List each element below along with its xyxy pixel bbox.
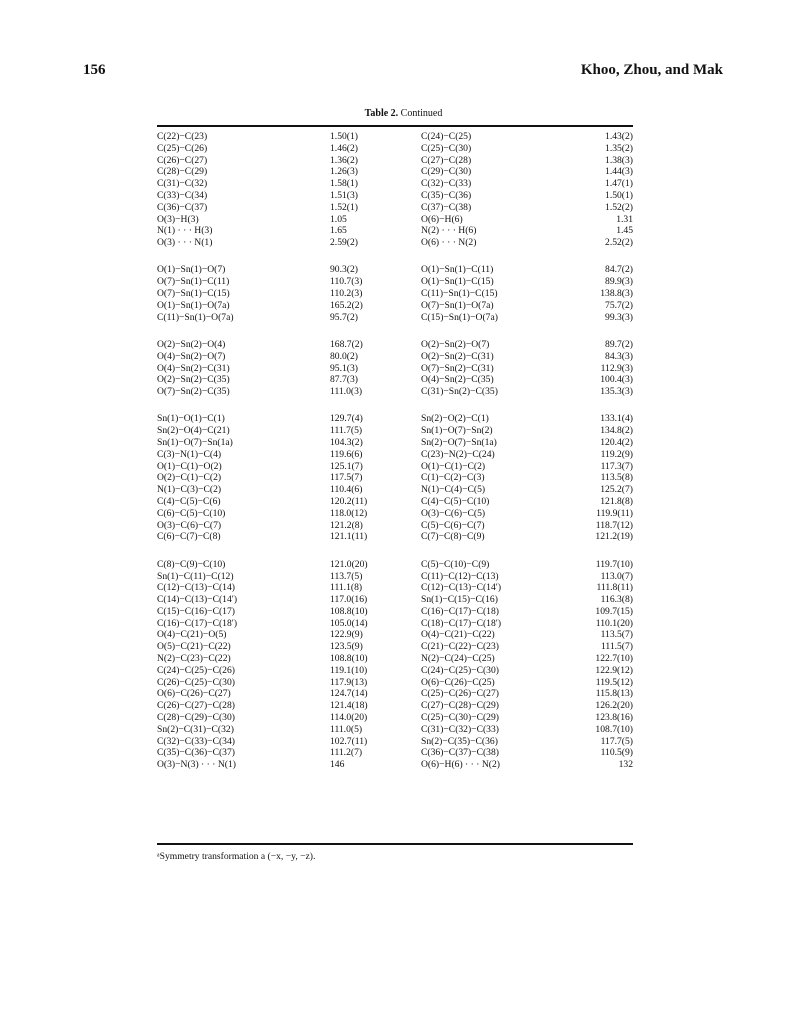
value-left: 121.0(20) bbox=[330, 558, 368, 570]
bond-right-label: C(27)−C(28)−C(29) bbox=[421, 700, 499, 712]
value-right: 125.2(7) bbox=[600, 484, 633, 496]
table-row bbox=[157, 641, 633, 653]
value-left: 121.4(18) bbox=[330, 700, 368, 712]
table-row bbox=[157, 425, 633, 437]
value-right: 119.7(10) bbox=[595, 558, 633, 570]
value-right: 122.7(10) bbox=[595, 653, 633, 665]
bond-right-label: C(29)−C(30) bbox=[421, 166, 472, 178]
value-left: 168.7(2) bbox=[330, 338, 363, 350]
bond-left-label: O(1)−Sn(1)−O(7a) bbox=[157, 299, 230, 311]
bond-right-label: O(3)−C(6)−C(5) bbox=[421, 507, 486, 519]
bond-right-label: O(6)−H(6) bbox=[421, 213, 463, 225]
bond-left-label: O(4)−Sn(2)−C(31) bbox=[157, 362, 230, 374]
table-caption bbox=[0, 108, 807, 119]
value-left: 110.4(6) bbox=[330, 484, 363, 496]
table-row bbox=[157, 736, 633, 748]
table-row bbox=[157, 606, 633, 618]
table-row bbox=[157, 747, 633, 759]
table-row bbox=[157, 237, 633, 249]
table-section bbox=[157, 339, 633, 398]
bond-left-label: N(1)−C(3)−C(2) bbox=[157, 484, 222, 496]
table-row bbox=[157, 484, 633, 496]
table-row bbox=[157, 312, 633, 324]
value-right: 135.3(3) bbox=[600, 386, 633, 398]
bond-right-label: C(11)−Sn(1)−C(15) bbox=[421, 288, 498, 300]
bond-left-label: O(4)−Sn(2)−O(7) bbox=[157, 350, 226, 362]
value-right: 89.9(3) bbox=[605, 276, 633, 288]
table-caption-text: Continued bbox=[400, 108, 443, 119]
bond-right-label: C(31)−Sn(2)−C(35) bbox=[421, 386, 498, 398]
value-left: 111.1(8) bbox=[330, 582, 363, 594]
value-right: 116.3(8) bbox=[600, 594, 633, 606]
value-right: 89.7(2) bbox=[605, 338, 633, 350]
bond-left-label: C(6)−C(7)−C(8) bbox=[157, 531, 221, 543]
value-left: 104.3(2) bbox=[330, 437, 363, 449]
table-row bbox=[157, 131, 633, 143]
table-row bbox=[157, 688, 633, 700]
bond-left-label: Sn(2)−C(31)−C(32) bbox=[157, 723, 234, 735]
bond-right-label: C(24)−C(25) bbox=[421, 131, 472, 142]
value-left: 111.0(5) bbox=[330, 723, 363, 735]
bond-right-label: Sn(1)−C(15)−C(16) bbox=[421, 594, 498, 606]
bond-right-label: C(18)−C(17)−C(18′) bbox=[421, 617, 502, 629]
table-row bbox=[157, 276, 633, 288]
table-footnote: ᵃSymmetry transformation a (−x, −y, −z). bbox=[157, 851, 316, 862]
value-left: 117.5(7) bbox=[330, 472, 363, 484]
bond-left-label: O(2)−C(1)−C(2) bbox=[157, 472, 222, 484]
bond-right-label: N(2)−C(24)−C(25) bbox=[421, 653, 495, 665]
bond-left-label: C(14)−C(13)−C(14′) bbox=[157, 594, 238, 606]
bond-left-label: O(6)−C(26)−C(27) bbox=[157, 688, 231, 700]
table-row bbox=[157, 594, 633, 606]
value-left: 1.05 bbox=[330, 213, 347, 225]
value-right: 1.35(2) bbox=[605, 142, 633, 154]
value-left: 80.0(2) bbox=[330, 350, 358, 362]
bond-right-label: C(25)−C(30) bbox=[421, 142, 472, 154]
table-row bbox=[157, 520, 633, 532]
table-row bbox=[157, 700, 633, 712]
value-left: 108.8(10) bbox=[330, 653, 368, 665]
bond-right-label: C(5)−C(6)−C(7) bbox=[421, 519, 485, 531]
value-right: 109.7(15) bbox=[595, 605, 633, 617]
value-right: 113.0(7) bbox=[600, 570, 633, 582]
table-row bbox=[157, 618, 633, 630]
bond-left-label: O(4)−C(21)−O(5) bbox=[157, 629, 227, 641]
value-right: 121.2(19) bbox=[595, 531, 633, 543]
table-bottom-rule bbox=[157, 843, 633, 845]
bond-right-label: C(37)−C(38) bbox=[421, 201, 472, 213]
bond-left-label: C(15)−C(16)−C(17) bbox=[157, 605, 235, 617]
value-left: 111.0(3) bbox=[330, 386, 363, 398]
table-row bbox=[157, 288, 633, 300]
value-right: 1.47(1) bbox=[605, 178, 633, 190]
table-row bbox=[157, 437, 633, 449]
table-top-rule bbox=[157, 125, 633, 127]
table-row bbox=[157, 582, 633, 594]
value-left: 110.2(3) bbox=[330, 288, 363, 300]
bond-left-label: O(3)−C(6)−C(7) bbox=[157, 519, 222, 531]
value-left: 123.5(9) bbox=[330, 641, 363, 653]
bond-right-label: C(7)−C(8)−C(9) bbox=[421, 531, 485, 543]
bond-right-label: C(25)−C(26)−C(27) bbox=[421, 688, 499, 700]
bond-left-label: O(1)−C(1)−O(2) bbox=[157, 460, 222, 472]
value-left: 165.2(2) bbox=[330, 299, 363, 311]
table-row bbox=[157, 559, 633, 571]
table-row bbox=[157, 449, 633, 461]
bond-right-label: C(23)−N(2)−C(24) bbox=[421, 448, 495, 460]
value-left: 110.7(3) bbox=[330, 276, 363, 288]
table-row bbox=[157, 413, 633, 425]
bond-left-label: N(1) · · · H(3) bbox=[157, 225, 213, 237]
table-row bbox=[157, 339, 633, 351]
value-right: 100.4(3) bbox=[600, 374, 633, 386]
bond-left-label: Sn(2)−O(4)−C(21) bbox=[157, 425, 230, 437]
value-left: 119.6(6) bbox=[330, 448, 363, 460]
bond-right-label: Sn(1)−O(7)−Sn(2) bbox=[421, 425, 493, 437]
table-row bbox=[157, 653, 633, 665]
value-left: 114.0(20) bbox=[330, 712, 368, 724]
table-row bbox=[157, 571, 633, 583]
value-right: 1.44(3) bbox=[605, 166, 633, 178]
value-right: 119.2(9) bbox=[600, 448, 633, 460]
bond-left-label: C(8)−C(9)−C(10) bbox=[157, 558, 226, 570]
value-left: 117.0(16) bbox=[330, 594, 368, 606]
bond-right-label: N(2) · · · H(6) bbox=[421, 225, 477, 237]
bond-right-label: C(36)−C(37)−C(38) bbox=[421, 747, 499, 759]
value-left: 118.0(12) bbox=[330, 507, 368, 519]
value-left: 1.65 bbox=[330, 225, 347, 237]
bond-left-label: O(2)−Sn(2)−C(35) bbox=[157, 374, 230, 386]
value-left: 124.7(14) bbox=[330, 688, 368, 700]
bond-left-label: C(12)−C(13)−C(14) bbox=[157, 582, 235, 594]
bond-right-label: O(7)−Sn(2)−C(31) bbox=[421, 362, 494, 374]
bond-right-label: O(6)−H(6) · · · N(2) bbox=[421, 759, 500, 771]
value-left: 121.2(8) bbox=[330, 519, 363, 531]
table-row bbox=[157, 190, 633, 202]
bond-right-label: O(1)−Sn(1)−C(15) bbox=[421, 276, 494, 288]
bond-left-label: O(7)−Sn(1)−C(15) bbox=[157, 288, 230, 300]
bond-right-label: C(16)−C(17)−C(18) bbox=[421, 605, 499, 617]
table-row bbox=[157, 629, 633, 641]
value-left: 111.2(7) bbox=[330, 747, 363, 759]
table-row bbox=[157, 531, 633, 543]
table-row bbox=[157, 508, 633, 520]
table-row bbox=[157, 143, 633, 155]
bond-left-label: C(36)−C(37) bbox=[157, 201, 208, 213]
bond-right-label: O(4)−C(21)−C(22) bbox=[421, 629, 495, 641]
bond-left-label: O(2)−Sn(2)−O(4) bbox=[157, 338, 226, 350]
bond-left-label: O(3) · · · N(1) bbox=[157, 237, 213, 249]
bond-right-label: C(31)−C(32)−C(33) bbox=[421, 723, 499, 735]
table-row bbox=[157, 166, 633, 178]
bond-right-label: Sn(2)−O(7)−Sn(1a) bbox=[421, 437, 497, 449]
value-right: 123.8(16) bbox=[595, 712, 633, 724]
value-right: 84.3(3) bbox=[605, 350, 633, 362]
table-row bbox=[157, 374, 633, 386]
value-right: 121.8(8) bbox=[600, 496, 633, 508]
table-section bbox=[157, 559, 633, 771]
value-right: 119.5(12) bbox=[595, 676, 633, 688]
bond-right-label: C(1)−C(2)−C(3) bbox=[421, 472, 485, 484]
table-section bbox=[157, 131, 633, 249]
table-row bbox=[157, 351, 633, 363]
bond-right-label: C(12)−C(13)−C(14′) bbox=[421, 582, 502, 594]
value-left: 1.46(2) bbox=[330, 142, 358, 154]
value-left: 121.1(11) bbox=[330, 531, 368, 543]
value-right: 122.9(12) bbox=[595, 664, 633, 676]
value-right: 113.5(7) bbox=[600, 629, 633, 641]
value-left: 122.9(9) bbox=[330, 629, 363, 641]
running-head-authors: Khoo, Zhou, and Mak bbox=[580, 62, 723, 78]
bond-left-label: Sn(1)−O(1)−C(1) bbox=[157, 413, 225, 425]
bond-left-label: Sn(1)−C(11)−C(12) bbox=[157, 570, 234, 582]
table-row bbox=[157, 363, 633, 375]
bond-left-label: N(2)−C(23)−C(22) bbox=[157, 653, 231, 665]
value-left: 146 bbox=[330, 759, 345, 771]
bond-left-label: C(32)−C(33)−C(34) bbox=[157, 735, 235, 747]
value-left: 1.50(1) bbox=[330, 131, 358, 142]
bond-right-label: C(27)−C(28) bbox=[421, 154, 472, 166]
value-right: 110.1(20) bbox=[595, 617, 633, 629]
value-left: 105.0(14) bbox=[330, 617, 368, 629]
bond-left-label: C(35)−C(36)−C(37) bbox=[157, 747, 235, 759]
bond-right-label: C(11)−C(12)−C(13) bbox=[421, 570, 499, 582]
value-right: 117.7(5) bbox=[600, 735, 633, 747]
value-right: 118.7(12) bbox=[595, 519, 633, 531]
bond-left-label: C(6)−C(5)−C(10) bbox=[157, 507, 226, 519]
bond-right-label: O(2)−Sn(2)−O(7) bbox=[421, 338, 490, 350]
value-left: 119.1(10) bbox=[330, 664, 368, 676]
value-left: 1.36(2) bbox=[330, 154, 358, 166]
bond-right-label: N(1)−C(4)−C(5) bbox=[421, 484, 486, 496]
table-row bbox=[157, 202, 633, 214]
table-row bbox=[157, 759, 633, 771]
value-left: 2.59(2) bbox=[330, 237, 358, 249]
bond-right-label: C(24)−C(25)−C(30) bbox=[421, 664, 499, 676]
value-left: 111.7(5) bbox=[330, 425, 363, 437]
bond-left-label: O(3)−H(3) bbox=[157, 213, 199, 225]
table-row bbox=[157, 300, 633, 312]
bond-right-label: O(4)−Sn(2)−C(35) bbox=[421, 374, 494, 386]
value-right: 75.7(2) bbox=[605, 299, 633, 311]
value-right: 1.31 bbox=[616, 213, 633, 225]
bond-left-label: C(28)−C(29) bbox=[157, 166, 208, 178]
table-caption-label: Table 2. bbox=[364, 108, 399, 119]
bond-right-label: O(2)−Sn(2)−C(31) bbox=[421, 350, 494, 362]
bond-right-label: C(21)−C(22)−C(23) bbox=[421, 641, 499, 653]
table-row bbox=[157, 461, 633, 473]
value-right: 2.52(2) bbox=[605, 237, 633, 249]
table-row bbox=[157, 472, 633, 484]
value-left: 1.51(3) bbox=[330, 189, 358, 201]
value-right: 99.3(3) bbox=[605, 311, 633, 323]
value-left: 120.2(11) bbox=[330, 496, 368, 508]
value-right: 1.52(2) bbox=[605, 201, 633, 213]
value-right: 111.8(11) bbox=[596, 582, 633, 594]
bond-right-label: O(1)−C(1)−C(2) bbox=[421, 460, 486, 472]
value-left: 129.7(4) bbox=[330, 413, 363, 425]
table-row bbox=[157, 214, 633, 226]
bond-left-label: C(24)−C(25)−C(26) bbox=[157, 664, 235, 676]
bond-left-label: C(25)−C(26) bbox=[157, 142, 208, 154]
bond-right-label: C(32)−C(33) bbox=[421, 178, 472, 190]
bond-left-label: C(11)−Sn(1)−O(7a) bbox=[157, 311, 234, 323]
value-left: 102.7(11) bbox=[330, 735, 368, 747]
bond-left-label: Sn(1)−O(7)−Sn(1a) bbox=[157, 437, 233, 449]
table-row bbox=[157, 225, 633, 237]
bond-right-label: C(25)−C(30)−C(29) bbox=[421, 712, 499, 724]
bond-right-label: O(6)−C(26)−C(25) bbox=[421, 676, 495, 688]
bond-left-label: O(5)−C(21)−C(22) bbox=[157, 641, 231, 653]
value-right: 84.7(2) bbox=[605, 264, 633, 276]
value-left: 113.7(5) bbox=[330, 570, 363, 582]
page-number: 156 bbox=[83, 62, 106, 78]
value-right: 1.45 bbox=[616, 225, 633, 237]
bond-left-label: C(3)−N(1)−C(4) bbox=[157, 448, 222, 460]
value-left: 117.9(13) bbox=[330, 676, 368, 688]
table-body bbox=[157, 131, 633, 787]
value-right: 1.43(2) bbox=[605, 131, 633, 142]
bond-left-label: O(7)−Sn(2)−C(35) bbox=[157, 386, 230, 398]
table-section bbox=[157, 264, 633, 323]
value-right: 120.4(2) bbox=[600, 437, 633, 449]
value-right: 110.5(9) bbox=[600, 747, 633, 759]
table-section bbox=[157, 413, 633, 543]
value-left: 95.1(3) bbox=[330, 362, 358, 374]
bond-left-label: O(3)−N(3) · · · N(1) bbox=[157, 759, 236, 771]
bond-right-label: C(5)−C(10)−C(9) bbox=[421, 558, 490, 570]
table-row bbox=[157, 712, 633, 724]
value-left: 108.8(10) bbox=[330, 605, 368, 617]
value-right: 111.5(7) bbox=[600, 641, 633, 653]
bond-right-label: C(35)−C(36) bbox=[421, 189, 472, 201]
value-left: 1.52(1) bbox=[330, 201, 358, 213]
value-left: 95.7(2) bbox=[330, 311, 358, 323]
value-right: 133.1(4) bbox=[600, 413, 633, 425]
value-left: 87.7(3) bbox=[330, 374, 358, 386]
bond-left-label: C(4)−C(5)−C(6) bbox=[157, 496, 221, 508]
value-right: 115.8(13) bbox=[595, 688, 633, 700]
bond-left-label: C(31)−C(32) bbox=[157, 178, 208, 190]
value-right: 132 bbox=[618, 759, 633, 771]
value-right: 126.2(20) bbox=[595, 700, 633, 712]
bond-left-label: C(26)−C(27)−C(28) bbox=[157, 700, 235, 712]
value-left: 1.58(1) bbox=[330, 178, 358, 190]
value-right: 1.38(3) bbox=[605, 154, 633, 166]
bond-right-label: O(6) · · · N(2) bbox=[421, 237, 477, 249]
bond-right-label: O(1)−Sn(1)−C(11) bbox=[421, 264, 494, 276]
bond-left-label: O(1)−Sn(1)−O(7) bbox=[157, 264, 226, 276]
value-left: 90.3(2) bbox=[330, 264, 358, 276]
bond-left-label: C(33)−C(34) bbox=[157, 189, 208, 201]
bond-right-label: C(4)−C(5)−C(10) bbox=[421, 496, 490, 508]
value-left: 1.26(3) bbox=[330, 166, 358, 178]
bond-left-label: C(26)−C(25)−C(30) bbox=[157, 676, 235, 688]
value-left: 125.1(7) bbox=[330, 460, 363, 472]
value-right: 112.9(3) bbox=[600, 362, 633, 374]
table-row bbox=[157, 665, 633, 677]
value-right: 108.7(10) bbox=[595, 723, 633, 735]
bond-right-label: O(7)−Sn(1)−O(7a) bbox=[421, 299, 494, 311]
value-right: 119.9(11) bbox=[596, 507, 633, 519]
bond-left-label: C(22)−C(23) bbox=[157, 131, 208, 142]
bond-left-label: C(16)−C(17)−C(18′) bbox=[157, 617, 238, 629]
bond-left-label: C(28)−C(29)−C(30) bbox=[157, 712, 235, 724]
bond-right-label: Sn(2)−C(35)−C(36) bbox=[421, 735, 498, 747]
value-right: 1.50(1) bbox=[605, 189, 633, 201]
table-row bbox=[157, 155, 633, 167]
table-row bbox=[157, 178, 633, 190]
table-row bbox=[157, 724, 633, 736]
value-right: 113.5(8) bbox=[600, 472, 633, 484]
bond-right-label: Sn(2)−O(2)−C(1) bbox=[421, 413, 489, 425]
table-row bbox=[157, 386, 633, 398]
bond-left-label: C(26)−C(27) bbox=[157, 154, 208, 166]
bond-left-label: O(7)−Sn(1)−C(11) bbox=[157, 276, 230, 288]
table-row bbox=[157, 264, 633, 276]
table-row bbox=[157, 496, 633, 508]
bond-right-label: C(15)−Sn(1)−O(7a) bbox=[421, 311, 498, 323]
table-row bbox=[157, 677, 633, 689]
value-right: 134.8(2) bbox=[600, 425, 633, 437]
value-right: 138.8(3) bbox=[600, 288, 633, 300]
value-right: 117.3(7) bbox=[600, 460, 633, 472]
